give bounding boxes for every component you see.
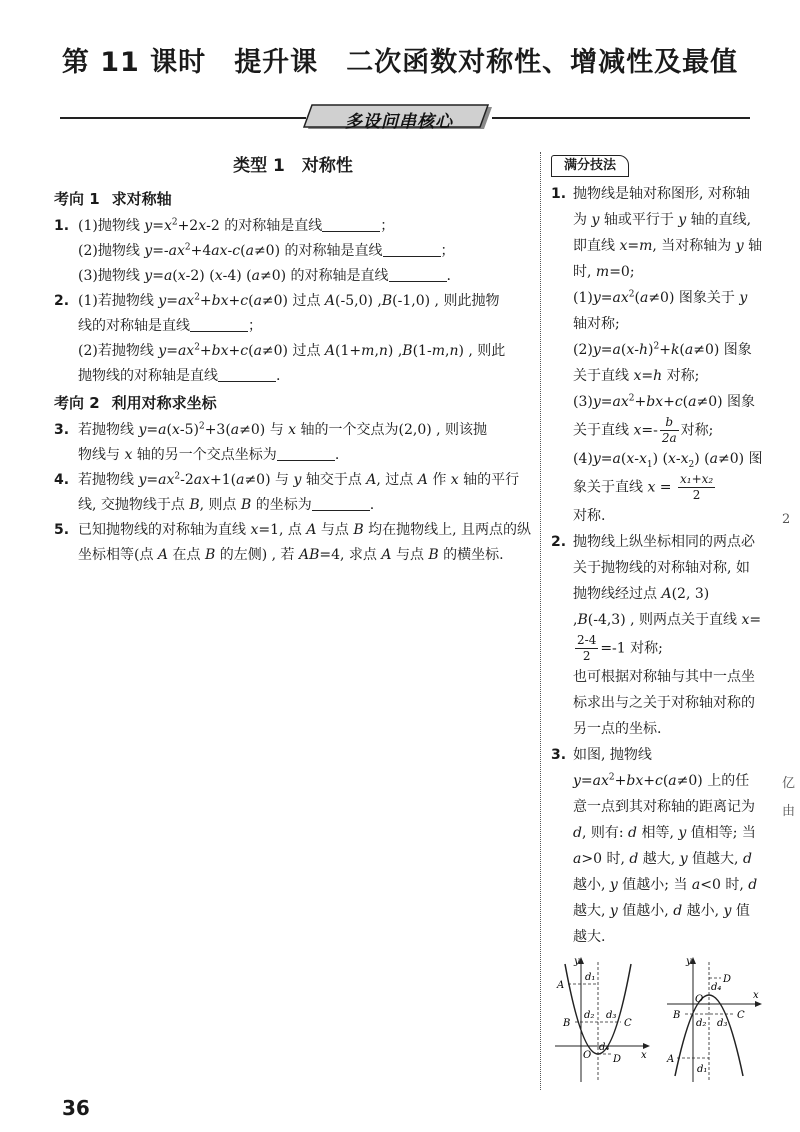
parabola-opening-up-figure	[551, 954, 651, 1084]
edge-mark-1: 2	[782, 512, 791, 527]
label-d3: d₃	[606, 1010, 617, 1021]
tip-1-case-2: $(2)y=a(x-h)^2+k(a\ne 0)$ 图象关于直线 x=h 对称;	[573, 341, 752, 384]
label-c: C	[624, 1018, 632, 1029]
question-number: 5.	[54, 522, 70, 538]
main-column	[54, 150, 532, 568]
page-number: 36	[62, 1096, 90, 1120]
parabola-figures	[551, 954, 763, 1084]
question-number: 2.	[54, 293, 70, 309]
banner-rule-left	[60, 117, 306, 119]
label-b: B	[673, 1010, 681, 1021]
label-y: y	[686, 956, 692, 967]
question-5-line-2: 坐标相等(点 A 在点 B 的左侧) , 若 AB=4, 求点 A 与点 B 的横坐标.	[78, 547, 504, 563]
lesson-topic: 二次函数对称性、增减性及最值	[346, 47, 739, 78]
label-d4: d₄	[711, 982, 722, 993]
label-c: C	[737, 1010, 745, 1021]
answer-blank[interactable]	[383, 242, 441, 257]
tip-number: 2.	[551, 534, 567, 550]
question-5-line-1: 已知抛物线的对称轴为直线 x=1, 点 A 与点 B 均在抛物线上, 且两点的纵	[78, 522, 532, 538]
label-o: O	[583, 1050, 592, 1061]
x-axis-arrow-icon	[643, 1043, 650, 1049]
question-1-part-3: (3)抛物线 y=a(x-2) (x-4) (a≠0) 的对称轴是直线 .	[78, 268, 451, 284]
edge-mark-3: 由	[782, 804, 796, 819]
question-3	[54, 418, 532, 468]
section-text: 求对称轴	[111, 190, 172, 208]
section-heading-1	[54, 187, 532, 212]
label-x: x	[641, 1050, 647, 1061]
label-d4: d₄	[599, 1042, 610, 1053]
fraction-example: $\frac{2-4}{2}$	[577, 633, 597, 663]
section-text: 利用对称求坐标	[111, 394, 217, 412]
tip-number: 3.	[551, 747, 567, 763]
label-d: D	[723, 974, 732, 985]
x-axis-arrow-icon	[755, 1001, 762, 1007]
label-d1: d₁	[585, 972, 596, 983]
banner-rule-right	[492, 117, 750, 119]
label-x: x	[753, 990, 759, 1001]
tip-2	[551, 529, 763, 742]
label-d2: d₂	[584, 1010, 595, 1021]
fraction-b-over-2a: $\frac{b}{2a}$	[661, 415, 677, 445]
answer-blank[interactable]	[277, 446, 335, 461]
question-4-line-1: 若抛物线 $y=ax^2-2ax+1(a\ne 0)$ 与 y 轴交于点 A, 过点 A 作 x 轴的平行	[78, 471, 520, 488]
tip-2-body: 抛物线上纵坐标相同的两点必关于抛物线的对称轴对称, 如抛物线经过点 A(2, 3) ,B(-4,3) , 则两点关于直线 x= $\frac{2-4}{2}$ =-1 对称;	[573, 534, 762, 663]
tips-column	[551, 152, 763, 1084]
question-2-part-1-cont: 线的对称轴是直线 ；	[78, 318, 262, 334]
answer-blank[interactable]	[322, 217, 380, 232]
label-d1: d₁	[697, 1064, 708, 1075]
parabola-opening-down-figure	[659, 954, 765, 1084]
question-1-part-2: (2)抛物线 $y=-ax^2+4ax-c(a\ne 0)$ 的对称轴是直线 ；	[78, 242, 455, 259]
tip-number: 1.	[551, 186, 567, 202]
question-number: 3.	[54, 422, 70, 438]
question-2	[54, 289, 532, 389]
tip-1-case-4: $(4)y=a(x-x_1)$ $(x-x_2)$ (a≠0) 图象关于直线 x = $\frac{\text{x₁+x₂}}{2}$ 对称.	[573, 451, 763, 524]
label-a: A	[557, 980, 565, 991]
question-2-part-2-cont: 抛物线的对称轴是直线 .	[78, 368, 281, 384]
section-heading-2	[54, 391, 532, 416]
question-4	[54, 468, 532, 518]
lesson-type: 提升课	[234, 47, 319, 78]
label-d2: d₂	[696, 1018, 707, 1029]
tips-heading: 满分技法	[551, 155, 629, 177]
section-label: 考向 1	[54, 190, 100, 208]
question-3-line-1: 若抛物线 $y=a(x-5)^2+3(a\ne 0)$ 与 x 轴的一个交点为(2,0) , 则该抛	[78, 421, 488, 438]
tip-1-case-1: $(1)y=ax^2(a\ne 0)$ 图象关于 y 轴对称;	[573, 289, 748, 332]
answer-blank[interactable]	[312, 496, 370, 511]
label-d3: d₃	[717, 1018, 728, 1029]
fraction-midpoint: $\frac{\text{x₁+x₂}}{2}$	[680, 472, 714, 502]
question-2-part-1: (1)若抛物线 $y=ax^2+bx+c(a\ne 0)$ 过点 A(-5,0) ,B(-1,0) , 则此抛物	[78, 292, 500, 309]
section-banner	[302, 103, 496, 133]
question-2-part-2: (2)若抛物线 $y=ax^2+bx+c(a\ne 0)$ 过点 A(1+m,n) ,B(1-m,n) , 则此	[78, 342, 506, 359]
question-number: 4.	[54, 472, 70, 488]
type-heading: 类型 1 对称性	[233, 156, 353, 176]
answer-blank[interactable]	[218, 367, 276, 382]
tip-1	[551, 181, 763, 529]
question-4-line-2: 线, 交抛物线于点 B, 则点 B 的坐标为 .	[78, 497, 375, 513]
tip-1-intro: 抛物线是轴对称图形, 对称轴为 y 轴或平行于 y 轴的直线, 即直线 x=m, 当对称轴为 y 轴时, m=0;	[573, 186, 763, 280]
label-a: A	[667, 1054, 675, 1065]
banner-text: 多设问串核心	[345, 112, 453, 132]
tip-1-case-3: $(3)y=ax^2+bx+c(a\ne 0)$ 图象关于直线 x=- $\frac{b}{2a}$ 对称;	[573, 393, 756, 445]
section-label: 考向 2	[54, 394, 100, 412]
label-d: D	[613, 1054, 622, 1065]
question-1-part-1: (1)抛物线 $y=x^2+2x-2$ 的对称轴是直线 ；	[78, 217, 395, 234]
lesson-number: 第 11 课时	[61, 47, 207, 78]
answer-blank[interactable]	[190, 317, 248, 332]
question-5	[54, 518, 532, 568]
question-3-line-2: 物线与 x 轴的另一个交点坐标为 .	[78, 447, 340, 463]
label-b: B	[563, 1018, 571, 1029]
edge-mark-2: 亿	[782, 776, 796, 791]
question-number: 1.	[54, 218, 70, 234]
answer-blank[interactable]	[389, 267, 447, 282]
label-o: O	[695, 994, 704, 1005]
column-divider	[540, 152, 541, 1090]
question-1	[54, 214, 532, 289]
tip-3-body: 如图, 抛物线 $y=ax^2+bx+c(a\ne 0)$ 上的任意一点到其对称轴的距离记为 d, 则有: d 相等, y 值相等; 当 a>0 时, d 越大, y 值越大, d 越小, y 值越小; 当 a<0 时, d 越大, y 值越小, d 越小, y 值越大.	[573, 747, 758, 945]
label-y: y	[574, 956, 580, 967]
tip-3	[551, 742, 763, 950]
page-title	[0, 40, 800, 79]
tip-2-note: 也可根据对称轴与其中一点坐标求出与之关于对称轴对称的另一点的坐标.	[573, 669, 755, 737]
